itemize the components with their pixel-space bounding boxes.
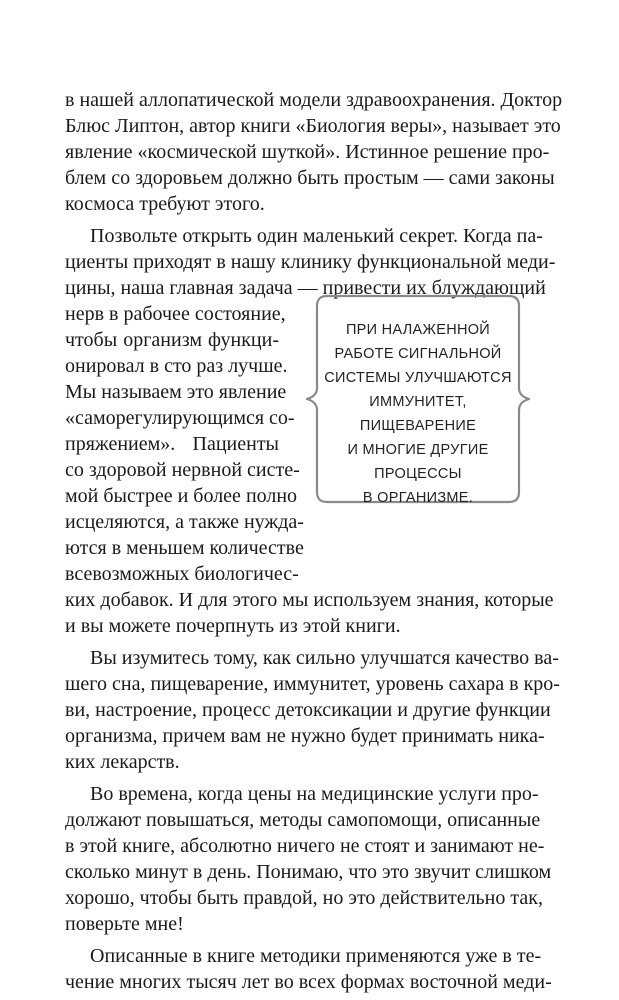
callout-line: ПРОЦЕССЫ (374, 466, 462, 482)
body-line: в нашей аллопатической модели здравоохранения. Доктор (65, 89, 563, 111)
body-line: в этой книге, абсолютно ничего не стоят и занимают не- (65, 835, 545, 857)
callout-line: РАБОТЕ СИГНАЛЬНОЙ (334, 346, 502, 362)
body-line: циенты приходят в нашу клинику функциональной меди- (65, 251, 556, 273)
body-line: должают повышаться, методы самопомощи, описанные (65, 809, 541, 831)
body-line: ви, настроение, процесс детоксикации и другие функции (65, 699, 551, 721)
callout-line: В ОРГАНИЗМЕ. (362, 490, 474, 506)
body-line: нерв в рабочее состояние, (65, 303, 286, 325)
body-line: цины, наша главная задача — привести их блуждающий (65, 277, 546, 299)
body-line: поверьте мне! (65, 913, 184, 935)
body-line: исцеляются, а также нужда- (65, 511, 304, 533)
pull-quote-callout (303, 292, 533, 506)
body-line: всевозможных биологичес- (65, 563, 299, 585)
callout-line: ИММУНИТЕТ, (369, 394, 467, 410)
body-line: со здоровой нервной систе- (65, 459, 300, 481)
body-line: Описанные в книге методики применяются уже в те- (90, 945, 542, 967)
body-line: ких добавок. И для этого мы используем знания, которые (65, 589, 554, 611)
body-line: Блюс Липтон, автор книги «Биология веры», называет это (65, 115, 561, 137)
body-line: мой быстрее и более полно (65, 485, 298, 507)
callout-line: СИСТЕМЫ УЛУЧШАЮТСЯ (324, 370, 512, 386)
body-line: блем со здоровьем должно быть простым — сами законы (65, 167, 555, 189)
body-line: Позвольте открыть один маленький секрет. Когда па- (90, 225, 543, 247)
body-line: и вы можете почерпнуть из этой книги. (65, 615, 401, 637)
body-line: чение многих тысяч лет во всех формах восточной меди- (65, 971, 552, 993)
body-line: онировал в сто раз лучше. (65, 355, 288, 377)
callout-line: И МНОГИЕ ДРУГИЕ (347, 442, 489, 458)
body-line: хорошо, чтобы быть правдой, но это действительно так, (65, 887, 543, 909)
body-line: Вы изумитесь тому, как сильно улучшатся качество ва- (90, 647, 559, 669)
body-line: ких лекарств. (65, 751, 180, 773)
body-line: пряжением». Пациенты (65, 433, 279, 455)
body-line: Во времена, когда цены на медицинские услуги про- (90, 783, 539, 805)
body-line: «саморегулирующимся со- (65, 407, 295, 429)
body-line: сколько минут в день. Понимаю, что это звучит слишком (65, 861, 552, 883)
callout-line: ПИЩЕВАРЕНИЕ (359, 418, 477, 434)
body-line: шего сна, пищеварение, иммунитет, уровень сахара в кро- (65, 673, 560, 695)
body-line: космоса требуют этого. (65, 193, 265, 215)
callout-line: ПРИ НАЛАЖЕННОЙ (345, 322, 491, 338)
body-line: Мы называем это явление (65, 381, 287, 403)
body-line: чтобы организм функци- (65, 329, 279, 351)
body-line: явление «космической шуткой». Истинное решение про- (65, 141, 550, 163)
body-line: организма, причем вам не нужно будет принимать ника- (65, 725, 545, 747)
body-line: ются в меньшем количестве (65, 537, 304, 559)
callout-text (323, 318, 513, 510)
